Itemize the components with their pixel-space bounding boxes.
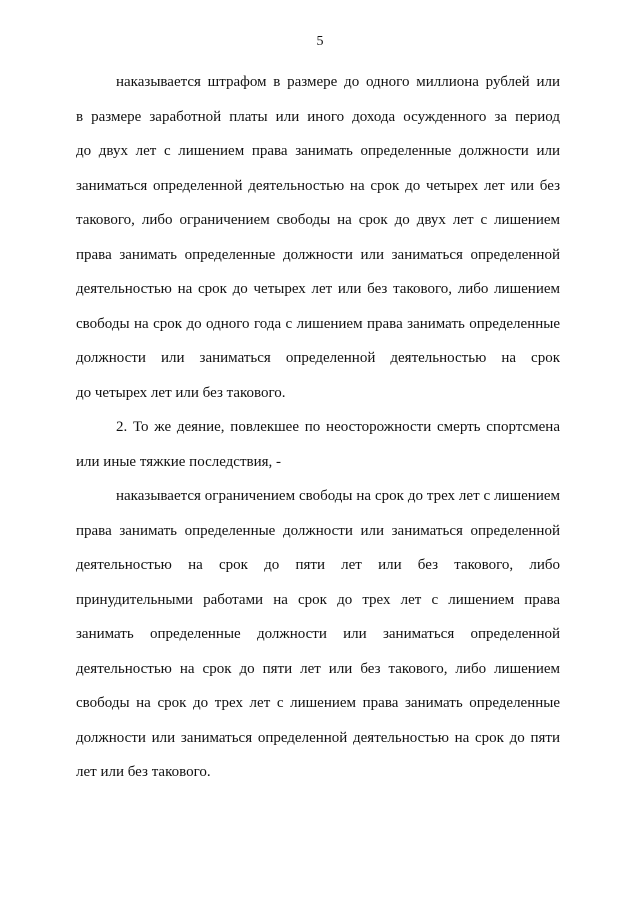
- text-line: до двух лет с лишением права занимать определенные должности или: [76, 143, 560, 159]
- text-line: занимать определенные должности или заниматься определенной: [76, 626, 560, 642]
- text-line: до четырех лет или без такового.: [76, 385, 286, 401]
- text-line: права занимать определенные должности или заниматься определенной: [76, 523, 560, 539]
- text-line: деятельностью на срок до пяти лет или без такового, либо: [76, 557, 560, 573]
- text-line: свободы на срок до трех лет с лишением права занимать определенные: [76, 695, 560, 711]
- text-line: лет или без такового.: [76, 764, 211, 780]
- text-line: должности или заниматься определенной деятельностью на срок до пяти: [76, 730, 560, 746]
- text-line: наказывается ограничением свободы на срок до трех лет с лишением: [116, 488, 560, 504]
- text-line: свободы на срок до одного года с лишением права занимать определенные: [76, 316, 560, 332]
- text-line: деятельностью на срок до пяти лет или без такового, либо лишением: [76, 661, 560, 677]
- text-line: 2. То же деяние, повлекшее по неосторожности смерть спортсмена: [116, 419, 560, 435]
- text-line: права занимать определенные должности или заниматься определенной: [76, 247, 560, 263]
- text-line: наказывается штрафом в размере до одного миллиона рублей или: [116, 74, 560, 90]
- text-line: такового, либо ограничением свободы на срок до двух лет с лишением: [76, 212, 560, 228]
- page-number: 5: [316, 34, 324, 49]
- text-line: принудительными работами на срок до трех лет с лишением права: [76, 592, 560, 608]
- text-line: в размере заработной платы или иного дохода осужденного за период: [76, 109, 560, 125]
- text-line: заниматься определенной деятельностью на срок до четырех лет или без: [76, 178, 560, 194]
- text-line: деятельностью на срок до четырех лет или без такового, либо лишением: [76, 281, 560, 297]
- text-line: должности или заниматься определенной деятельностью на срок: [76, 350, 560, 366]
- text-line: или иные тяжкие последствия, -: [76, 454, 282, 470]
